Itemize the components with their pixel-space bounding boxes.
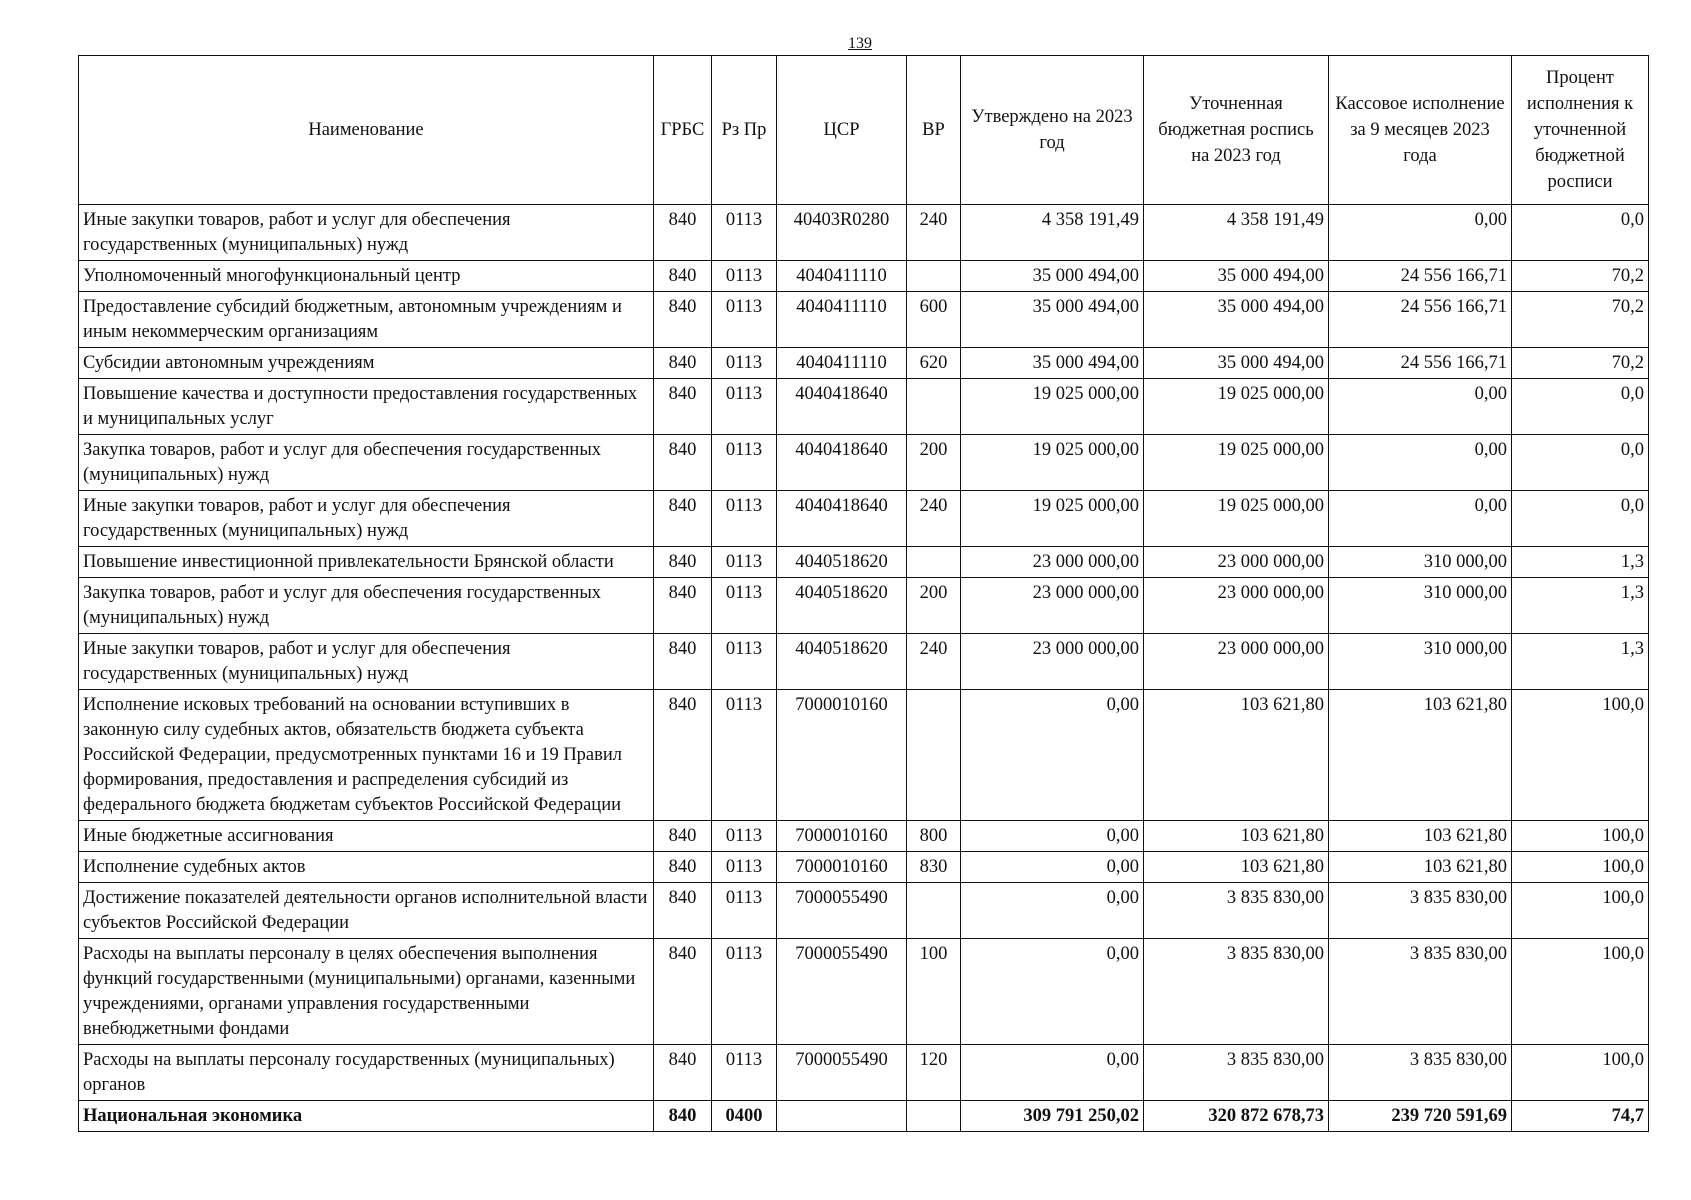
cell-rzpr: 0113 <box>712 379 777 435</box>
cell-refined: 103 621,80 <box>1144 852 1329 883</box>
cell-vr: 200 <box>907 578 961 634</box>
cell-name: Закупка товаров, работ и услуг для обеспечения государственных (муниципальных) нужд <box>79 435 654 491</box>
cell-csr: 4040411110 <box>777 348 907 379</box>
cell-vr <box>907 883 961 939</box>
cell-name: Расходы на выплаты персоналу государственных (муниципальных) органов <box>79 1045 654 1101</box>
cell-percent: 100,0 <box>1512 939 1649 1045</box>
cell-grbs: 840 <box>654 435 712 491</box>
cell-grbs: 840 <box>654 292 712 348</box>
cell-grbs: 840 <box>654 1101 712 1132</box>
cell-rzpr: 0113 <box>712 578 777 634</box>
cell-cash: 103 621,80 <box>1329 852 1512 883</box>
table-row <box>79 547 1649 578</box>
cell-name: Национальная экономика <box>79 1101 654 1132</box>
header-grbs: ГРБС <box>654 56 712 205</box>
cell-percent: 0,0 <box>1512 379 1649 435</box>
cell-refined: 320 872 678,73 <box>1144 1101 1329 1132</box>
cell-vr: 620 <box>907 348 961 379</box>
cell-cash: 310 000,00 <box>1329 547 1512 578</box>
cell-vr: 240 <box>907 491 961 547</box>
header-approved: Утверждено на 2023 год <box>961 56 1144 205</box>
cell-grbs: 840 <box>654 883 712 939</box>
cell-name: Исполнение судебных актов <box>79 852 654 883</box>
cell-refined: 23 000 000,00 <box>1144 634 1329 690</box>
cell-cash: 310 000,00 <box>1329 634 1512 690</box>
cell-csr: 4040418640 <box>777 435 907 491</box>
table-row <box>79 261 1649 292</box>
cell-grbs: 840 <box>654 379 712 435</box>
cell-csr: 4040518620 <box>777 547 907 578</box>
cell-grbs: 840 <box>654 348 712 379</box>
cell-csr <box>777 1101 907 1132</box>
cell-percent: 74,7 <box>1512 1101 1649 1132</box>
cell-refined: 3 835 830,00 <box>1144 939 1329 1045</box>
cell-percent: 100,0 <box>1512 821 1649 852</box>
cell-refined: 35 000 494,00 <box>1144 261 1329 292</box>
header-vr: ВР <box>907 56 961 205</box>
cell-grbs: 840 <box>654 547 712 578</box>
cell-percent: 1,3 <box>1512 634 1649 690</box>
cell-refined: 3 835 830,00 <box>1144 883 1329 939</box>
cell-refined: 19 025 000,00 <box>1144 435 1329 491</box>
table-row <box>79 435 1649 491</box>
cell-rzpr: 0113 <box>712 292 777 348</box>
cell-percent: 70,2 <box>1512 261 1649 292</box>
header-percent: Процент исполнения к уточненной бюджетной росписи <box>1512 56 1649 205</box>
cell-vr: 100 <box>907 939 961 1045</box>
cell-vr <box>907 1101 961 1132</box>
cell-cash: 3 835 830,00 <box>1329 939 1512 1045</box>
cell-refined: 35 000 494,00 <box>1144 348 1329 379</box>
cell-csr: 4040418640 <box>777 379 907 435</box>
cell-cash: 103 621,80 <box>1329 821 1512 852</box>
cell-csr: 7000055490 <box>777 883 907 939</box>
cell-approved: 0,00 <box>961 939 1144 1045</box>
cell-percent: 100,0 <box>1512 690 1649 821</box>
cell-refined: 23 000 000,00 <box>1144 578 1329 634</box>
cell-vr: 800 <box>907 821 961 852</box>
page-number: 139 <box>848 35 872 52</box>
cell-vr: 830 <box>907 852 961 883</box>
cell-rzpr: 0113 <box>712 547 777 578</box>
header-rzpr: Рз Пр <box>712 56 777 205</box>
cell-rzpr: 0113 <box>712 883 777 939</box>
cell-rzpr: 0400 <box>712 1101 777 1132</box>
cell-vr <box>907 690 961 821</box>
table-body <box>79 205 1649 1132</box>
cell-name: Расходы на выплаты персоналу в целях обеспечения выполнения функций государственными (муниципальными) органами, казенными учреждениями, органами управления государственными внебюджетными фондами <box>79 939 654 1045</box>
cell-cash: 0,00 <box>1329 379 1512 435</box>
cell-vr: 240 <box>907 205 961 261</box>
cell-refined: 103 621,80 <box>1144 821 1329 852</box>
cell-refined: 3 835 830,00 <box>1144 1045 1329 1101</box>
table-row <box>79 634 1649 690</box>
cell-csr: 40403R0280 <box>777 205 907 261</box>
cell-grbs: 840 <box>654 939 712 1045</box>
cell-cash: 24 556 166,71 <box>1329 292 1512 348</box>
cell-csr: 7000010160 <box>777 852 907 883</box>
cell-name: Уполномоченный многофункциональный центр <box>79 261 654 292</box>
cell-name: Повышение качества и доступности предоставления государственных и муниципальных услуг <box>79 379 654 435</box>
cell-approved: 35 000 494,00 <box>961 348 1144 379</box>
cell-vr <box>907 261 961 292</box>
cell-cash: 0,00 <box>1329 435 1512 491</box>
cell-name: Повышение инвестиционной привлекательности Брянской области <box>79 547 654 578</box>
cell-csr: 4040518620 <box>777 578 907 634</box>
cell-percent: 70,2 <box>1512 348 1649 379</box>
cell-percent: 100,0 <box>1512 883 1649 939</box>
cell-csr: 4040518620 <box>777 634 907 690</box>
table-header-row <box>79 56 1649 205</box>
cell-percent: 1,3 <box>1512 547 1649 578</box>
cell-name: Предоставление субсидий бюджетным, автономным учреждениям и иным некоммерческим организациям <box>79 292 654 348</box>
cell-cash: 0,00 <box>1329 491 1512 547</box>
cell-rzpr: 0113 <box>712 348 777 379</box>
cell-percent: 1,3 <box>1512 578 1649 634</box>
cell-refined: 23 000 000,00 <box>1144 547 1329 578</box>
cell-csr: 7000055490 <box>777 1045 907 1101</box>
table-row <box>79 578 1649 634</box>
cell-rzpr: 0113 <box>712 852 777 883</box>
budget-table <box>78 55 1649 1132</box>
cell-csr: 4040418640 <box>777 491 907 547</box>
cell-grbs: 840 <box>654 578 712 634</box>
cell-approved: 0,00 <box>961 821 1144 852</box>
cell-rzpr: 0113 <box>712 261 777 292</box>
cell-grbs: 840 <box>654 821 712 852</box>
cell-cash: 24 556 166,71 <box>1329 348 1512 379</box>
cell-vr: 200 <box>907 435 961 491</box>
cell-refined: 35 000 494,00 <box>1144 292 1329 348</box>
table-row <box>79 379 1649 435</box>
cell-approved: 23 000 000,00 <box>961 547 1144 578</box>
cell-percent: 70,2 <box>1512 292 1649 348</box>
table-row <box>79 348 1649 379</box>
header-refined: Уточненная бюджетная роспись на 2023 год <box>1144 56 1329 205</box>
cell-cash: 3 835 830,00 <box>1329 1045 1512 1101</box>
cell-percent: 100,0 <box>1512 852 1649 883</box>
cell-cash: 0,00 <box>1329 205 1512 261</box>
cell-name: Достижение показателей деятельности органов исполнительной власти субъектов Российской Федерации <box>79 883 654 939</box>
cell-name: Закупка товаров, работ и услуг для обеспечения государственных (муниципальных) нужд <box>79 578 654 634</box>
cell-vr <box>907 547 961 578</box>
table-row <box>79 690 1649 821</box>
cell-name: Иные закупки товаров, работ и услуг для обеспечения государственных (муниципальных) нужд <box>79 205 654 261</box>
cell-vr <box>907 379 961 435</box>
header-name: Наименование <box>79 56 654 205</box>
cell-grbs: 840 <box>654 261 712 292</box>
cell-vr: 120 <box>907 1045 961 1101</box>
cell-vr: 600 <box>907 292 961 348</box>
cell-percent: 0,0 <box>1512 491 1649 547</box>
cell-grbs: 840 <box>654 491 712 547</box>
cell-cash: 3 835 830,00 <box>1329 883 1512 939</box>
cell-grbs: 840 <box>654 690 712 821</box>
cell-approved: 0,00 <box>961 883 1144 939</box>
cell-refined: 19 025 000,00 <box>1144 491 1329 547</box>
cell-rzpr: 0113 <box>712 205 777 261</box>
cell-grbs: 840 <box>654 1045 712 1101</box>
cell-rzpr: 0113 <box>712 821 777 852</box>
cell-approved: 19 025 000,00 <box>961 435 1144 491</box>
cell-approved: 23 000 000,00 <box>961 578 1144 634</box>
cell-rzpr: 0113 <box>712 690 777 821</box>
cell-refined: 4 358 191,49 <box>1144 205 1329 261</box>
cell-csr: 4040411110 <box>777 261 907 292</box>
cell-refined: 103 621,80 <box>1144 690 1329 821</box>
cell-percent: 0,0 <box>1512 205 1649 261</box>
cell-rzpr: 0113 <box>712 1045 777 1101</box>
cell-grbs: 840 <box>654 205 712 261</box>
cell-rzpr: 0113 <box>712 939 777 1045</box>
cell-csr: 7000010160 <box>777 821 907 852</box>
cell-approved: 0,00 <box>961 1045 1144 1101</box>
cell-csr: 7000010160 <box>777 690 907 821</box>
cell-approved: 23 000 000,00 <box>961 634 1144 690</box>
cell-vr: 240 <box>907 634 961 690</box>
cell-name: Иные закупки товаров, работ и услуг для обеспечения государственных (муниципальных) нужд <box>79 491 654 547</box>
cell-name: Субсидии автономным учреждениям <box>79 348 654 379</box>
cell-approved: 19 025 000,00 <box>961 379 1144 435</box>
cell-approved: 0,00 <box>961 690 1144 821</box>
cell-cash: 103 621,80 <box>1329 690 1512 821</box>
table-row-total <box>79 1101 1649 1132</box>
cell-cash: 24 556 166,71 <box>1329 261 1512 292</box>
table-row <box>79 939 1649 1045</box>
cell-approved: 309 791 250,02 <box>961 1101 1144 1132</box>
cell-approved: 4 358 191,49 <box>961 205 1144 261</box>
cell-name: Иные бюджетные ассигнования <box>79 821 654 852</box>
cell-csr: 7000055490 <box>777 939 907 1045</box>
cell-grbs: 840 <box>654 634 712 690</box>
table-row <box>79 292 1649 348</box>
cell-name: Иные закупки товаров, работ и услуг для обеспечения государственных (муниципальных) нужд <box>79 634 654 690</box>
header-csr: ЦСР <box>777 56 907 205</box>
cell-approved: 0,00 <box>961 852 1144 883</box>
cell-name: Исполнение исковых требований на основании вступивших в законную силу судебных актов, обязательств бюджета субъекта Российской Федерации, предусмотренных пунктами 16 и 19 Правил формирования, предоставления и распределения субсидий из федерального бюджета бюджетам субъектов Российской Федерации <box>79 690 654 821</box>
cell-percent: 100,0 <box>1512 1045 1649 1101</box>
cell-refined: 19 025 000,00 <box>1144 379 1329 435</box>
table-row <box>79 491 1649 547</box>
cell-approved: 19 025 000,00 <box>961 491 1144 547</box>
table-row <box>79 205 1649 261</box>
cell-approved: 35 000 494,00 <box>961 261 1144 292</box>
table-row <box>79 1045 1649 1101</box>
cell-rzpr: 0113 <box>712 491 777 547</box>
cell-cash: 310 000,00 <box>1329 578 1512 634</box>
cell-rzpr: 0113 <box>712 435 777 491</box>
cell-csr: 4040411110 <box>777 292 907 348</box>
table-row <box>79 852 1649 883</box>
cell-grbs: 840 <box>654 852 712 883</box>
cell-percent: 0,0 <box>1512 435 1649 491</box>
cell-rzpr: 0113 <box>712 634 777 690</box>
cell-approved: 35 000 494,00 <box>961 292 1144 348</box>
cell-cash: 239 720 591,69 <box>1329 1101 1512 1132</box>
table-row <box>79 821 1649 852</box>
header-cash: Кассовое исполнение за 9 месяцев 2023 года <box>1329 56 1512 205</box>
table-row <box>79 883 1649 939</box>
